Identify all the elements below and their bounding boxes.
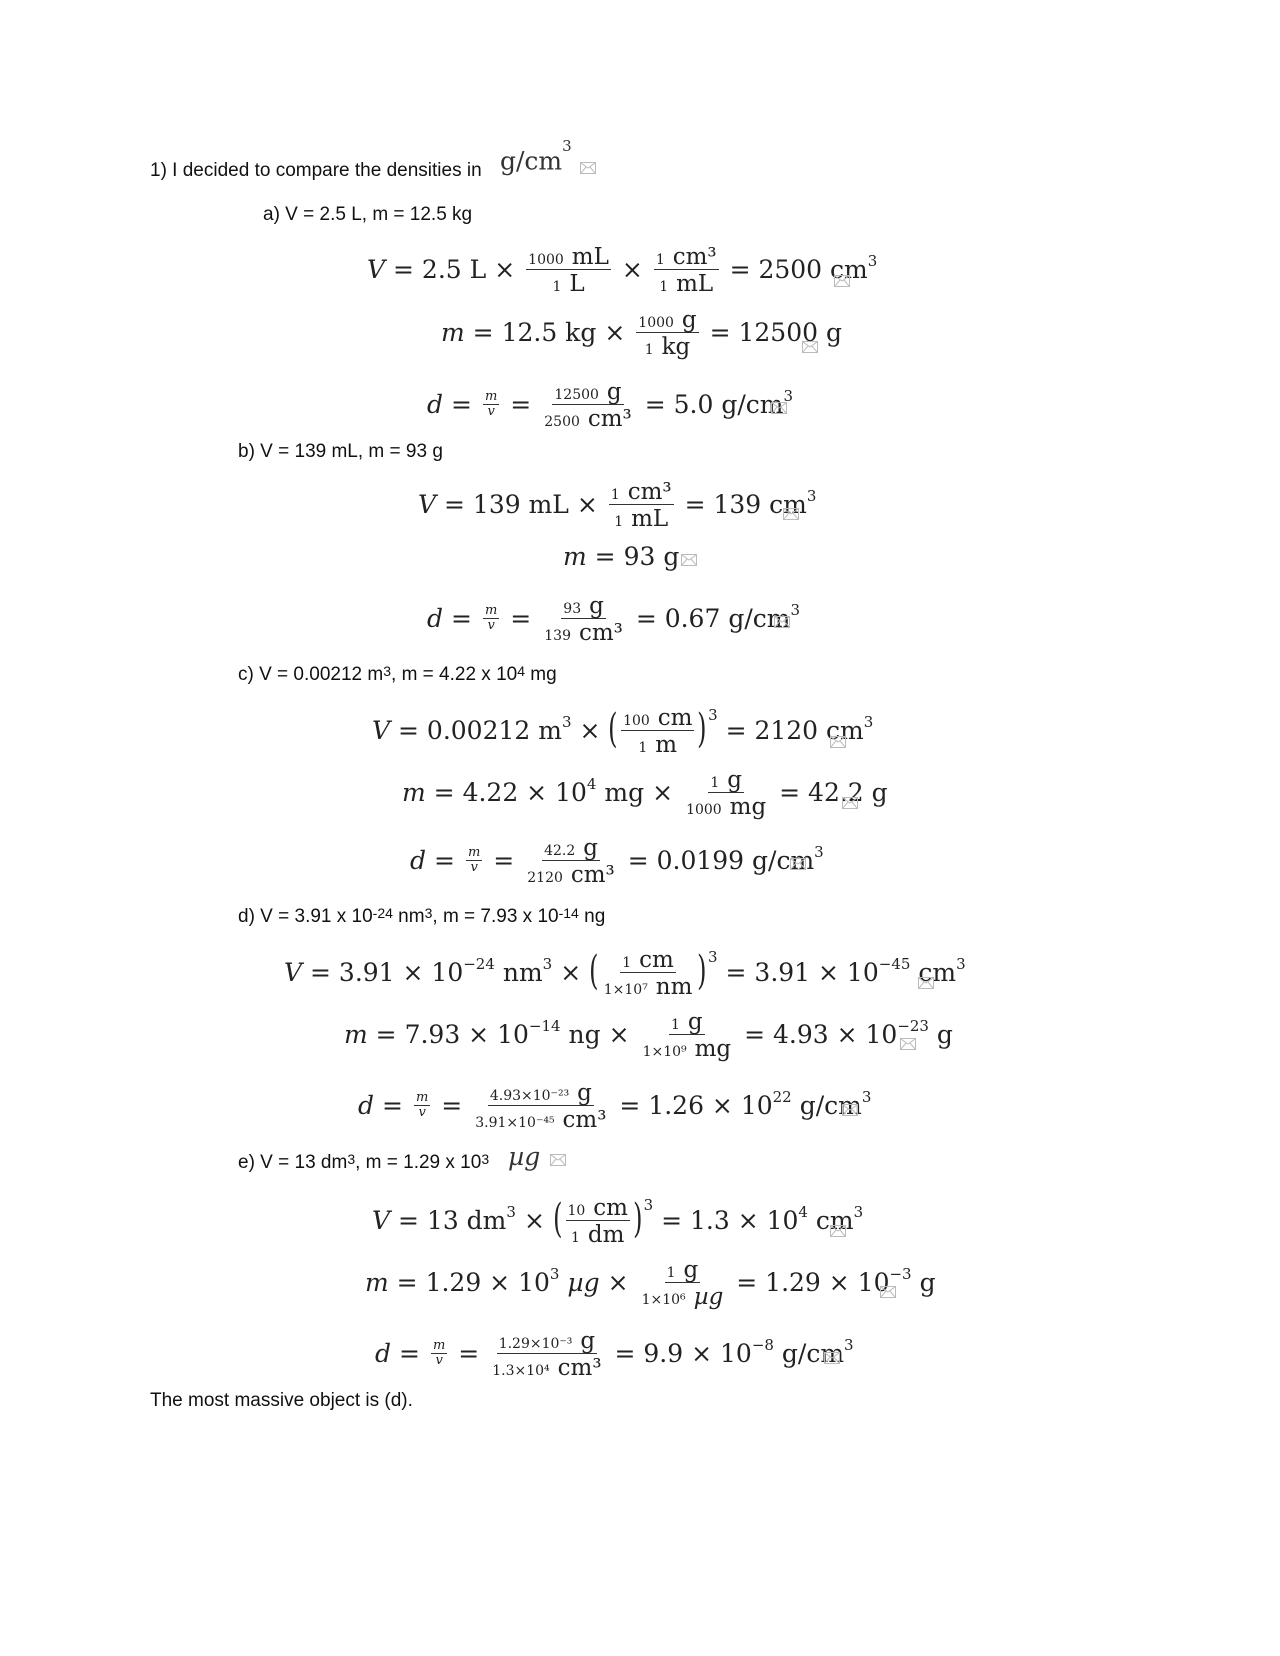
part-c-volume-equation: V = 0.00212 m $^3$ × ( $\frac{100 cm}{1 m}$ ) 3 = 2120 cm $^3$ — [372, 705, 874, 759]
part-e-density-equation: d = $\frac{m}{v}$ = $\frac{\text{1.29×10⁻³ g}}{\text{1.3×10⁴ cm³}}$ = 9.9 × 10 $^{-8}$ g/cm $^3$ — [375, 1328, 854, 1382]
broken-image-icon — [783, 508, 799, 520]
broken-image-icon — [900, 1038, 916, 1050]
broken-image-icon — [550, 1154, 566, 1166]
broken-image-icon — [834, 275, 850, 287]
broken-image-icon — [830, 736, 846, 748]
part-b-mass-equation: m = 93 g — [563, 542, 680, 571]
part-d-mass-equation: m = 7.93 × 10 $^{-14}$ ng × $\frac{1 g}{\text{1×10⁹ mg}}$ = 4.93 × 10 $^{-23}$ g — [344, 1009, 953, 1063]
part-e-label-unit: µg — [508, 1142, 541, 1171]
broken-image-icon — [802, 341, 818, 353]
broken-image-icon — [842, 797, 858, 809]
broken-image-icon — [918, 977, 934, 989]
part-e-label: e) V = 13 $dm^3$, m = 1.29 x $10^3$ — [238, 1151, 490, 1173]
broken-image-icon — [824, 1352, 840, 1364]
broken-image-icon — [771, 402, 787, 414]
part-a-volume-equation: V = 2.5 L × $\frac{1000 mL}{1 L}$ × $\frac{\text{1 cm³}}{1 mL}$ = 2500 cm $^3$ — [367, 244, 878, 298]
broken-image-icon — [580, 162, 596, 174]
broken-image-icon — [774, 616, 790, 628]
part-c-mass-equation: m = 4.22 × 10 $^4$ mg × $\frac{1 g}{1000 mg}$ = 42.2 g — [402, 767, 888, 821]
part-b-label: b) V = 139 mL, m = 93 g — [238, 441, 443, 462]
part-c-label: c) V = 0.00212 $m^3$, m = 4.22 x $10^4$ mg — [238, 663, 557, 685]
part-a-density-equation: d = $\frac{m}{v}$ = $\frac{12500 g}{\text{2500 cm³}}$ = 5.0 g/cm $^3$ — [427, 379, 793, 433]
part-e-volume-equation: V = 13 dm $^3$ × ( $\frac{10 cm}{1 dm}$ ) 3 = 1.3 × 10 $^4$ cm $^3$ — [372, 1195, 864, 1249]
part-e-mass-equation: m = 1.29 × 10 $^3$ µg × $\frac{1 g}{\text{1×10⁶ µg}}$ = 1.29 × 10 $^{-3}$ g — [365, 1257, 936, 1311]
broken-image-icon — [830, 1225, 846, 1237]
part-a-mass-equation: m = 12.5 kg × $\frac{1000 g}{1 kg}$ = 12500 g — [441, 307, 842, 361]
part-d-volume-equation: V = 3.91 × 10 $^{-24}$ nm $^3$ × ( $\frac{1 cm}{\text{1×10⁷ nm}}$ ) 3 = 3.91 × 10 $^{-45}$ cm $^3$ — [284, 947, 966, 1001]
part-d-density-equation: d = $\frac{m}{v}$ = $\frac{\text{4.93×10⁻²³ g}}{\text{3.91×10⁻⁴⁵ cm³}}$ = 1.26 × 10 $^{22}$ g/cm $^3$ — [358, 1080, 872, 1134]
conclusion-text: The most massive object is (d). — [150, 1390, 413, 1411]
broken-image-icon — [842, 1104, 858, 1116]
part-b-volume-equation: V = 139 mL × $\frac{\text{1 cm³}}{1 mL}$ = 139 cm $^3$ — [418, 479, 817, 533]
broken-image-icon — [880, 1286, 896, 1298]
intro-text: 1) I decided to compare the densities in — [150, 160, 482, 181]
part-c-density-equation: d = $\frac{m}{v}$ = $\frac{42.2 g}{\text{2120 cm³}}$ = 0.0199 g/cm $^3$ — [410, 835, 824, 889]
broken-image-icon — [790, 858, 806, 870]
intro-unit: $g/cm^3$ — [500, 137, 572, 176]
part-a-label: a) V = 2.5 L, m = 12.5 kg — [263, 204, 473, 225]
part-d-label: d) V = 3.91 x $10^{-24}$ $nm^3$, m = 7.93 x $10^{-14}$ ng — [238, 905, 606, 927]
broken-image-icon — [681, 554, 697, 566]
part-b-density-equation: d = $\frac{m}{v}$ = $\frac{93 g}{\text{139 cm³}}$ = 0.67 g/cm $^3$ — [427, 593, 800, 647]
